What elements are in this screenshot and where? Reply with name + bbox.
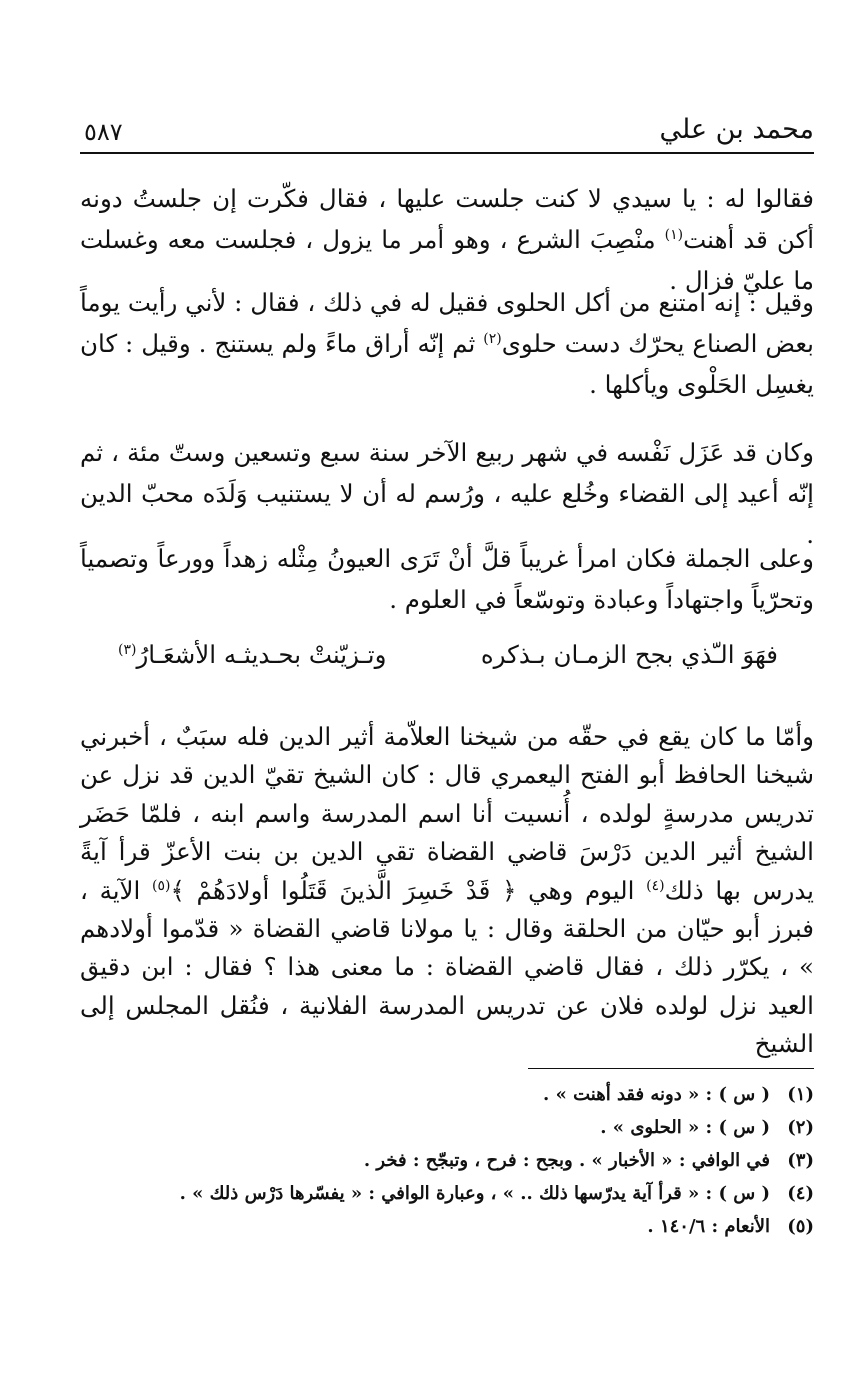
footnote-text: في الوافي : « الأخبار » . وبجح : فرح ، وتبجّح : فخر . [363,1150,770,1171]
paragraph-4 [80,538,814,620]
footnote-number: (٥) [787,1216,814,1237]
footnote-text: ( س ) : « دونه فقد أهنت » . [543,1084,770,1105]
footnote-text: ( س ) : « قرأ آية يدرّسها ذلك .. » ، وعبارة الوافي : « يفسّرها دَرْس ذلك » . [179,1183,770,1204]
footnote-ref: (١) [664,226,684,243]
running-title: محمد بن علي [659,114,814,145]
paragraph-text: منْصِبَ الشرع ، وهو أمر ما يزول ، فجلست معه وغسلت ما عليّ فزال . [80,225,814,295]
paragraph-text: وكان قد عَزَل نَفْسه في شهر ربيع الآخر سنة سبع وتسعين وستّ مئة ، ثم إنّه أعيد إلى القضاء وخُلع عليه ، ورُسم له أن لا يستنيب وَلَدَه محبّ الدين . [80,438,814,549]
footnote [80,1111,814,1144]
paragraph-text: وقيل : إنه امتنع من أكل الحلوى فقيل له في ذلك ، فقال : لأني رأيت يوماً بعض الصناع يحرّك دست حلوى [80,288,815,358]
footnote-number: (٣) [787,1150,814,1171]
footnote-ref: (٤) [646,877,665,894]
footnote [80,1144,814,1177]
footnote [80,1177,814,1210]
footnote-number: (١) [787,1084,814,1105]
verse-text: وتـزيّنتْ بحـديثـه الأشعَـارُ [136,640,387,669]
paragraph-text: وأمّا ما كان يقع في حقّه من شيخنا العلاّمة أثير الدين فله سبَبٌ ، أخبرني شيخنا الحافظ أبو الفتح اليعمري قال : كان الشيخ تقيّ الدين قد نزل عن تدريس مدرسةٍ لولده ، أُنسيت أنا اسم المدرسة واسم ابنه ، فلمّا حَضَر الشيخ أثير الدين دَرْسَ قاضي القضاة تقي الدين بن بنت الأعزّ قرأ آيةً يدرس بها ذلك [80,722,814,905]
paragraph-2 [80,282,814,405]
footnote [80,1078,814,1111]
page-number: ٥٨٧ [84,118,123,146]
footnote-number: (٤) [787,1183,814,1204]
running-header [80,114,814,154]
verse-second-hemistich [118,640,386,669]
paragraph-text: اليوم وهي ﴿ قَدْ خَسِرَ الَّذينَ قَتَلُوا أولادَهُمْ ﴾ [170,875,647,905]
footnotes [80,1078,814,1243]
paragraph-text: فقالوا له : يا سيدي لا كنت جلست عليها ، فقال فكّرت إن جلستُ دونه أكن قد أهنت [80,184,815,254]
paragraph-text: وعلى الجملة فكان امرأ غريباً قلَّ أنْ تَرَى العيونُ مِثْله زهداً وورعاً وتصمياً وتحرّياً واجتهاداً وعبادة وتوسّعاً في العلوم . [80,544,814,614]
footnote-ref: (٥) [152,877,171,894]
paragraph-3 [80,432,814,555]
footnote-text: الأنعام : ١٤٠/٦ . [647,1216,770,1237]
footnote-ref: (٢) [483,330,502,347]
footnote-text: ( س ) : « الحلوى » . [600,1117,770,1138]
footnote-separator [528,1068,814,1069]
footnote-number: (٢) [787,1117,814,1138]
footnote-ref: (٣) [118,641,137,658]
paragraph-text: ثم إنّه أراق ماءً ولم يستنج . وقيل : كان يغسِل الحَلْوى ويأكلها . [80,329,814,399]
paragraph-text: الآية ، فبرز أبو حيّان من الحلقة وقال : يا مولانا قاضي القضاة « قدّموا أولادهم » ، يكرّر ذلك ، فقال قاضي القضاة : ما معنى هذا ؟ فقال : ابن دقيق العيد نزل لولده فلان عن تدريس المدرسة الفلانية ، فنُقل المجلس إلى الشيخ [80,875,814,1059]
verse-first-hemistich: فهَوَ الـّذي بجح الزمـان بـذكره [480,640,778,669]
footnote [80,1210,814,1243]
paragraph-5 [80,718,814,1064]
poetry-verse [118,640,778,684]
